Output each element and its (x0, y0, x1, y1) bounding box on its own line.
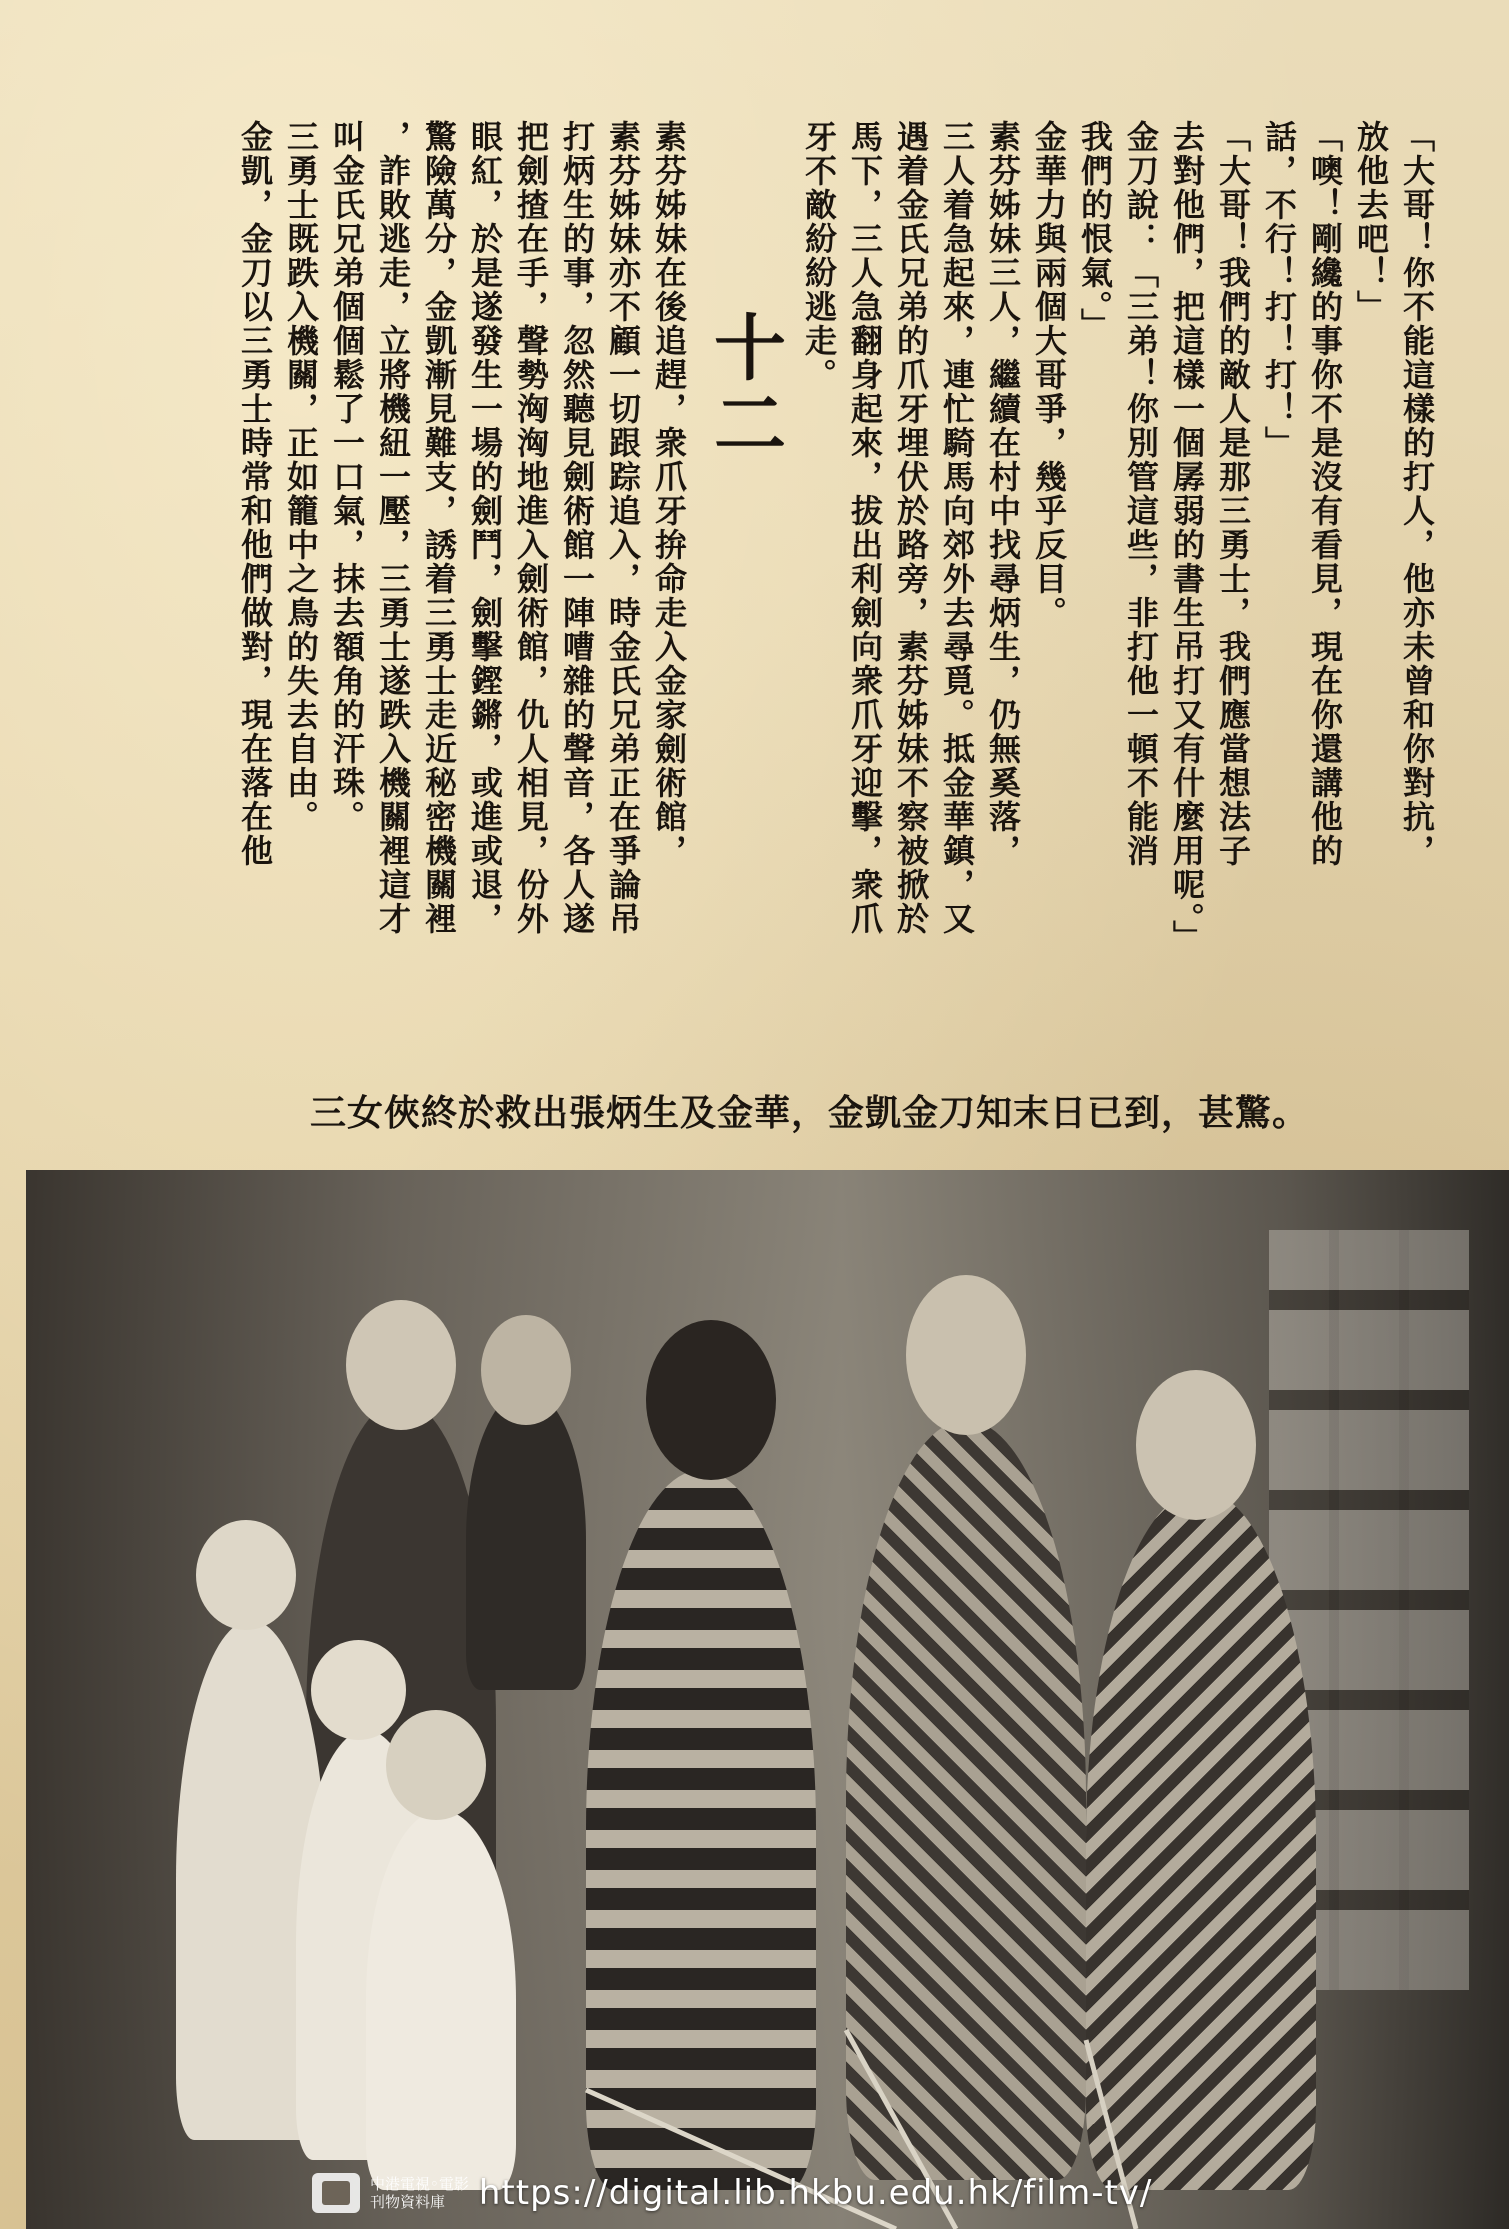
text-column: 打炳生的事，忽然聽見劍術館一陣嘈雜的聲音，各人遂 (558, 120, 596, 936)
org-line-2: 刊物資料庫 (370, 2193, 446, 2211)
text-column: 眼紅，於是遂發生一場的劍鬥，劍擊鏗鏘，或進或退， (466, 120, 504, 936)
swords-overlay (26, 1170, 1509, 2229)
text-column: 「噢！剛纔的事你不是沒有看見，現在你還講他的 (1306, 120, 1344, 868)
database-watermark (312, 2168, 1152, 2218)
text-column: 去對他們，把這樣一個孱弱的書生吊打又有什麼用呢。」 (1168, 120, 1206, 954)
text-column: 遇着金氏兄弟的爪牙埋伏於路旁，素芬姊妹不察被掀於 (892, 120, 930, 936)
text-column: 我們的恨氣。」 (1076, 120, 1114, 342)
text-column: 金華力與兩個大哥爭，幾乎反目。 (1030, 120, 1068, 630)
text-column: 三勇士既跌入機關，正如籠中之鳥的失去自由。 (282, 120, 320, 834)
org-line-1: 中港電視◦電影 (370, 2175, 469, 2193)
text-column: 金凱，金刀以三勇士時常和他們做對，現在落在他 (236, 120, 274, 868)
database-logo-icon (312, 2173, 360, 2213)
text-column: 素芬姊妹三人，繼續在村中找尋炳生，仍無奚落， (984, 120, 1022, 868)
text-column: 素芬姊妹亦不顧一切跟踪追入，時金氏兄弟正在爭論吊 (604, 120, 642, 936)
text-column: 放他去吧！」 (1352, 120, 1390, 324)
text-column: 三人着急起來，連忙騎馬向郊外去尋覓。抵金華鎮，又 (938, 120, 976, 936)
text-column: 驚險萬分，金凱漸見難支，誘着三勇士走近秘密機關裡 (420, 120, 458, 936)
text-column: 素芬姊妹在後追趕，衆爪牙拚命走入金家劍術館， (650, 120, 688, 868)
text-column: 話，不行！打！打！」 (1260, 120, 1298, 460)
text-column: 叫金氏兄弟個個鬆了一口氣，抹去額角的汗珠。 (328, 120, 366, 834)
text-column: 馬下，三人急翻身起來，拔出利劍向衆爪牙迎擊，衆爪 (846, 120, 884, 936)
chapter-title: 十二 (702, 310, 787, 462)
film-still-photo (26, 1170, 1509, 2229)
text-column: 「大哥！你不能這樣的打人，他亦未曾和你對抗， (1398, 120, 1436, 868)
text-column: 金刀說：「三弟！你別管這些，非打他一頓不能消 (1122, 120, 1160, 868)
database-org-name (370, 2175, 469, 2211)
database-url: https://digital.lib.hkbu.edu.hk/film-tv/ (478, 2173, 1153, 2213)
photo-caption: 三女俠終於救出張炳生及金華，金凱金刀知末日已到，甚驚。 (310, 1092, 1310, 1134)
text-column: ，詐敗逃走，立將機紐一壓，三勇士遂跌入機關裡這才 (374, 120, 412, 936)
vertical-text-columns (232, 120, 1440, 1020)
text-column: 「大哥！我們的敵人是那三勇士，我們應當想法子 (1214, 120, 1252, 868)
text-column: 把劍揸在手，聲勢洶洶地進入劍術館，仇人相見，份外 (512, 120, 550, 936)
text-column: 牙不敵紛紛逃走。 (800, 120, 838, 392)
article-text-area (100, 120, 1440, 1020)
